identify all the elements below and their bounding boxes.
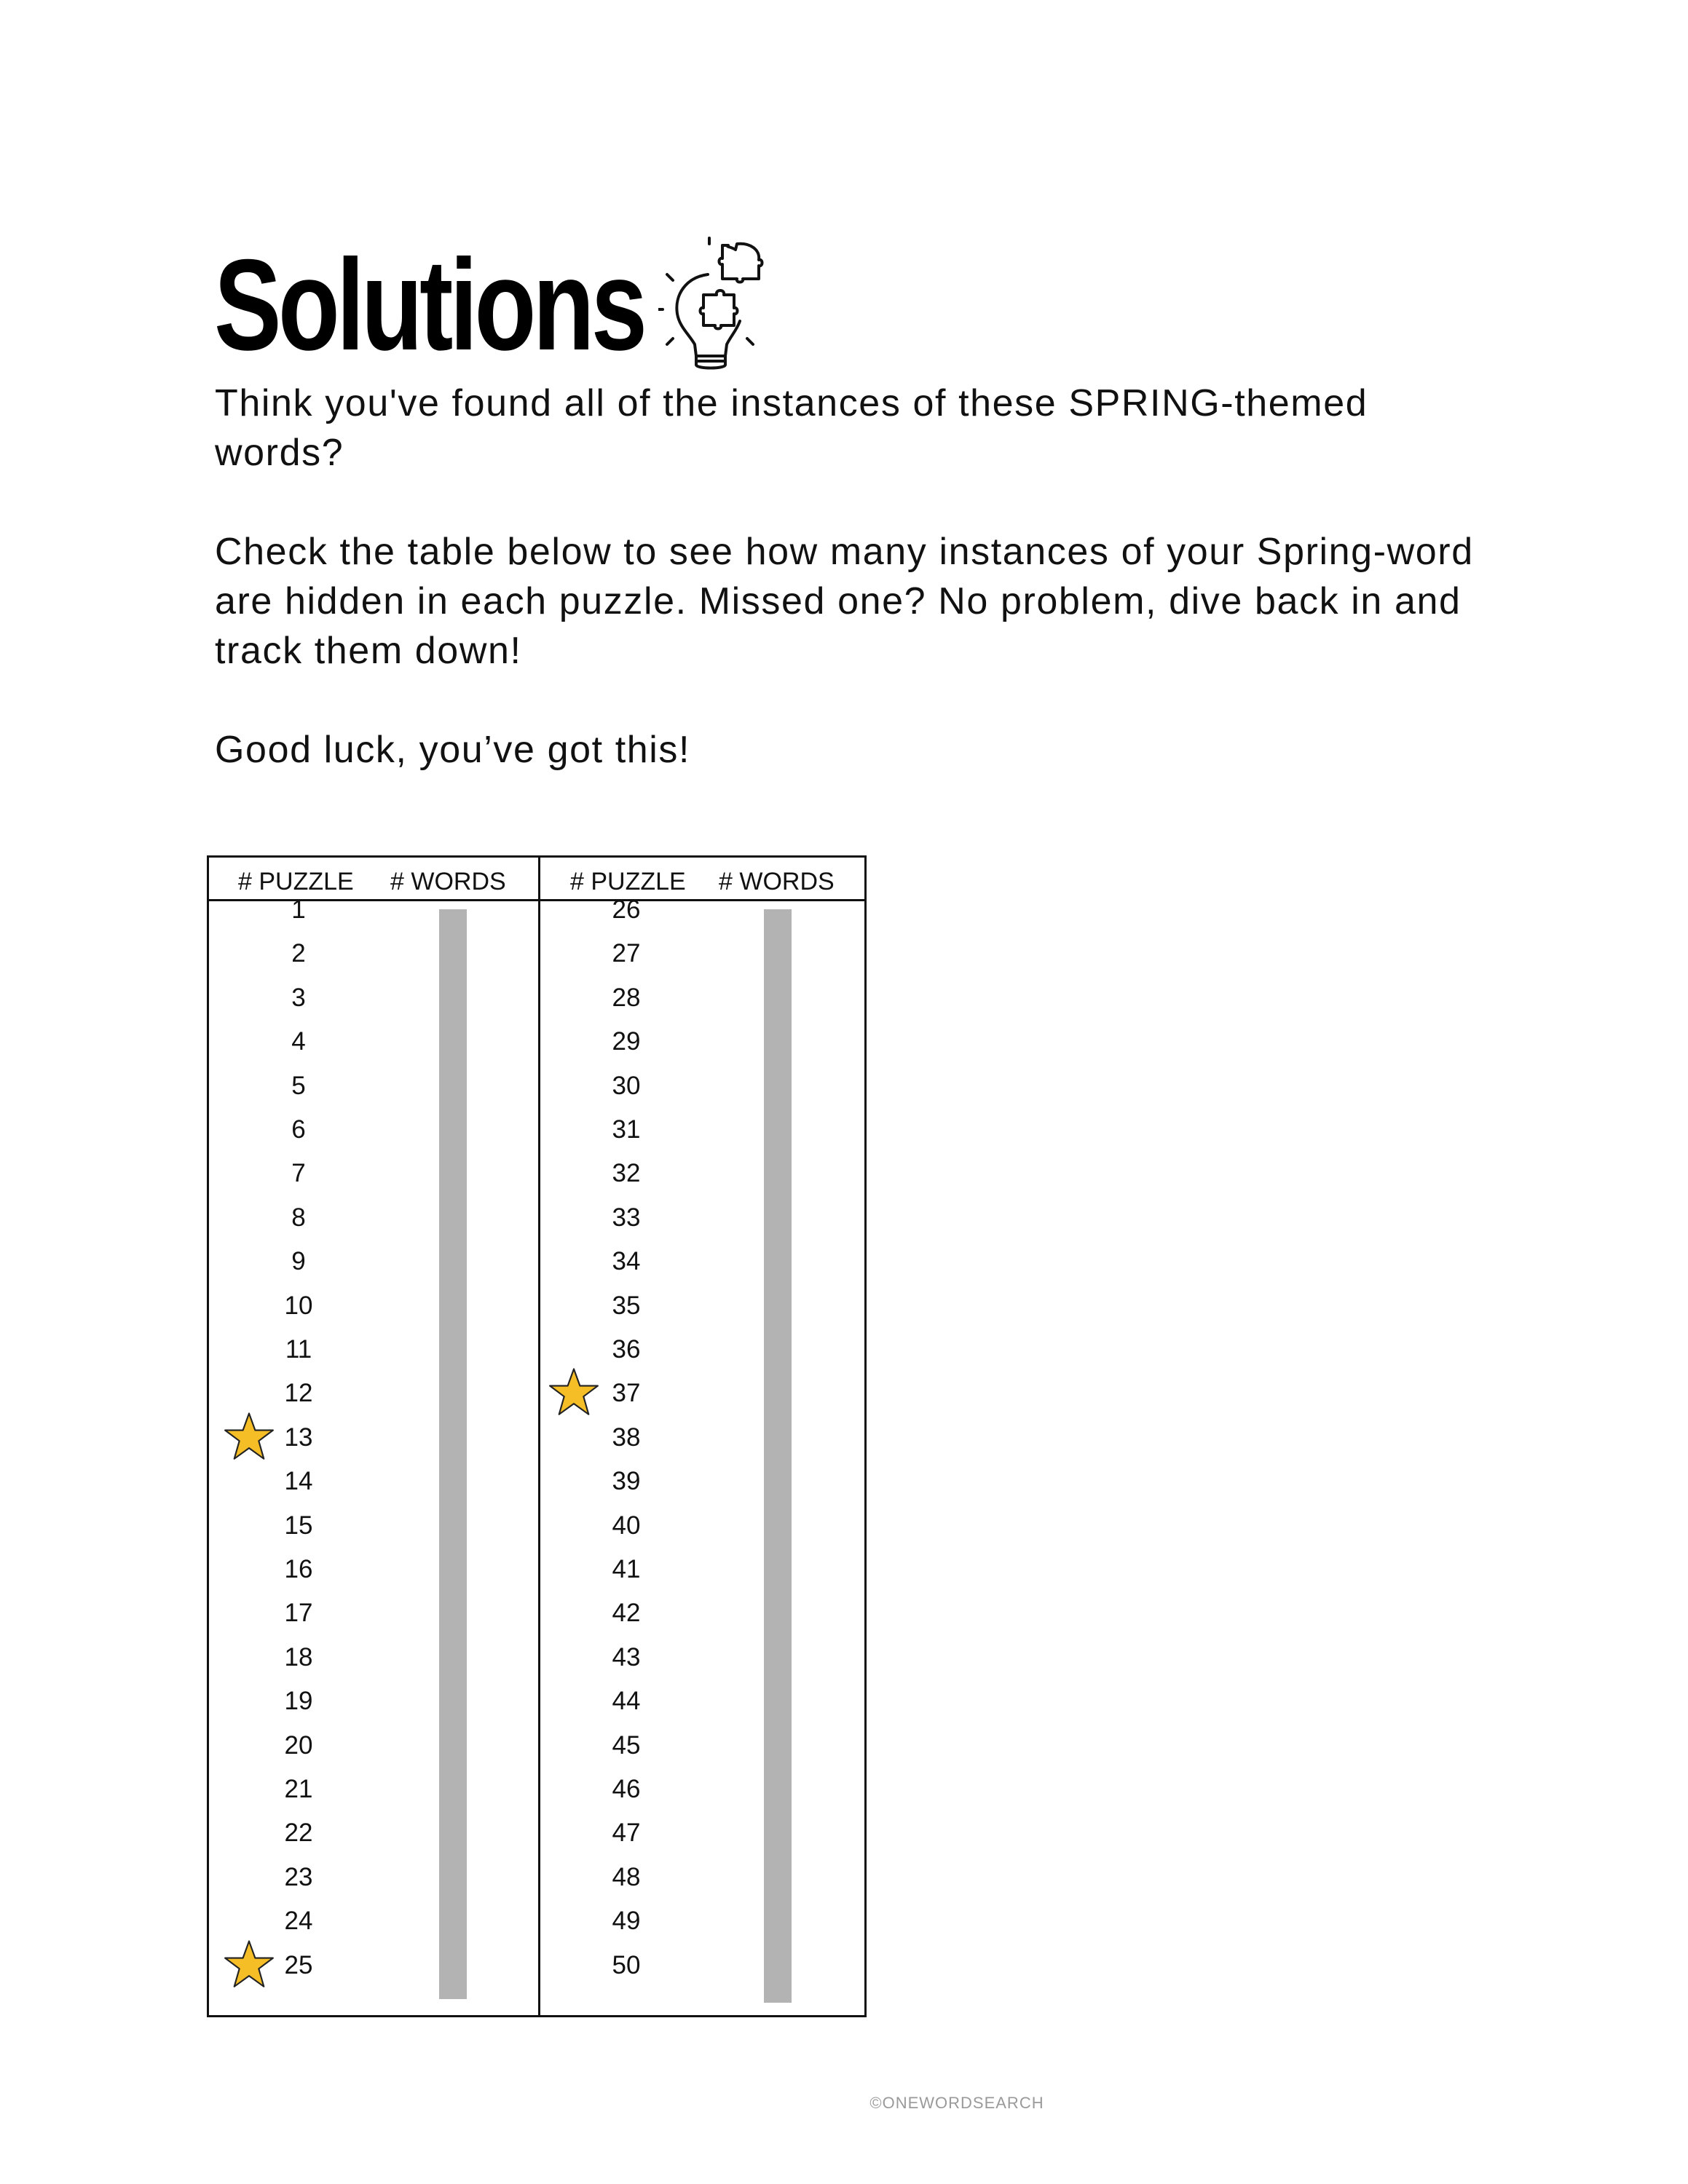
puzzle-number: 34 (612, 1247, 641, 1276)
puzzle-number: 23 (284, 1862, 313, 1891)
lightbulb-puzzle-icon (658, 237, 775, 371)
intro-text (215, 379, 1496, 824)
puzzle-number: 5 (291, 1071, 306, 1100)
puzzle-number: 9 (291, 1247, 306, 1276)
puzzle-number: 20 (284, 1730, 313, 1760)
header-right-puzzle: # PUZZLE (570, 868, 686, 895)
puzzle-number: 41 (612, 1555, 641, 1583)
puzzle-number: 25 (284, 1950, 313, 1979)
puzzle-number: 24 (284, 1907, 313, 1936)
puzzle-number: 38 (612, 1423, 641, 1452)
puzzle-number: 42 (612, 1599, 641, 1628)
header-left-words: # WORDS (390, 868, 506, 895)
puzzle-number: 39 (612, 1467, 641, 1496)
puzzle-number: 6 (291, 1115, 306, 1144)
puzzle-number: 37 (612, 1379, 641, 1408)
intro-line-1: Think you've found all of the instances of these SPRING-themed words? (215, 382, 1368, 474)
puzzle-number: 7 (291, 1159, 306, 1188)
puzzle-number: 1 (291, 895, 306, 924)
puzzle-number: 33 (612, 1203, 641, 1232)
footer-copyright (0, 2094, 1688, 2113)
puzzle-number: 29 (612, 1027, 641, 1056)
puzzle-number: 10 (284, 1291, 313, 1320)
puzzle-number: 16 (284, 1555, 313, 1583)
puzzle-number: 18 (284, 1642, 313, 1671)
intro-line-2: Check the table below to see how many instances of your Spring-word are hidden in each puzzle. Missed one? No problem, dive back in and track them down! (215, 531, 1474, 672)
puzzle-number: 26 (612, 895, 641, 924)
puzzle-number: 13 (284, 1423, 313, 1452)
puzzle-number: 44 (612, 1687, 641, 1716)
puzzle-number: 2 (291, 939, 306, 968)
puzzle-number: 21 (284, 1775, 313, 1803)
puzzle-number: 46 (612, 1775, 641, 1803)
puzzle-number: 49 (612, 1907, 641, 1936)
puzzle-number: 28 (612, 983, 641, 1012)
star-icon (548, 1367, 599, 1417)
puzzle-number: 32 (612, 1159, 641, 1188)
puzzle-number: 30 (612, 1071, 641, 1100)
words-bar-left (439, 909, 467, 1999)
puzzle-number: 3 (291, 983, 306, 1012)
puzzle-number: 12 (284, 1379, 313, 1408)
page-title: Solutions (214, 232, 644, 377)
solutions-table (207, 855, 867, 2017)
puzzle-number: 45 (612, 1730, 641, 1760)
puzzle-number: 15 (284, 1511, 313, 1540)
column-divider (538, 858, 540, 2015)
puzzle-number: 17 (284, 1599, 313, 1628)
puzzle-number: 35 (612, 1291, 641, 1320)
copyright-text: ©ONEWORDSEARCH (869, 2094, 1044, 2112)
puzzle-number: 47 (612, 1819, 641, 1848)
puzzle-number: 4 (291, 1027, 306, 1056)
header-right-words: # WORDS (719, 868, 835, 895)
puzzle-number: 43 (612, 1642, 641, 1671)
star-icon (224, 1939, 275, 1989)
puzzle-number: 36 (612, 1335, 641, 1364)
puzzle-number: 14 (284, 1467, 313, 1496)
puzzle-number: 19 (284, 1687, 313, 1716)
puzzle-number: 8 (291, 1203, 306, 1232)
puzzle-number: 50 (612, 1950, 641, 1979)
puzzle-number: 31 (612, 1115, 641, 1144)
puzzle-number: 40 (612, 1511, 641, 1540)
words-bar-right (764, 909, 792, 2003)
intro-line-3: Good luck, you’ve got this! (215, 729, 691, 771)
star-icon (224, 1412, 275, 1461)
header-left-puzzle: # PUZZLE (238, 868, 354, 895)
puzzle-number: 27 (612, 939, 641, 968)
puzzle-number: 11 (285, 1335, 312, 1364)
puzzle-number: 48 (612, 1862, 641, 1891)
puzzle-number: 22 (284, 1819, 313, 1848)
